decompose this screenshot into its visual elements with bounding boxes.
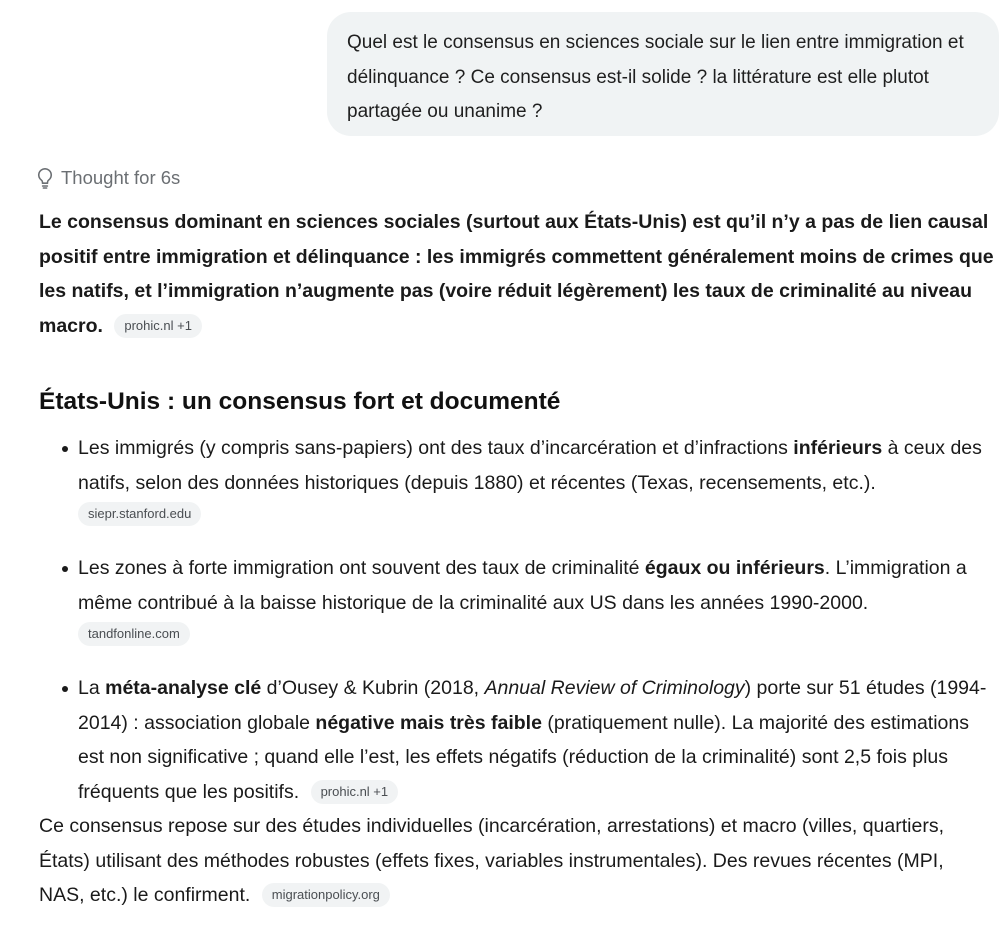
citation-row: [78, 498, 994, 530]
text-run: Les zones à forte immigration ont souvent des taux de criminalité: [78, 557, 645, 579]
bullet-text: [78, 437, 982, 494]
text-run: d’Ousey & Kubrin (2018,: [261, 677, 485, 699]
italic-text: Annual Review of Criminology: [484, 677, 745, 699]
bullet-list: [39, 431, 994, 809]
thought-toggle[interactable]: [36, 164, 180, 192]
text-run: . L’immigration a même contribué à la baisse historique de la criminalité aux US dans les années 1990-2000.: [78, 557, 967, 614]
text-run: (pratiquement nulle). La majorité des estimations est non significative ; quand elle l’est, les effets négatifs (réduction de la criminalité) sont 2,5 fois plus fréquents que les positifs.: [78, 711, 969, 803]
citation-chip[interactable]: migrationpolicy.org: [262, 883, 390, 907]
emphasis-text: méta-analyse clé: [105, 677, 262, 699]
citation-chip[interactable]: tandfonline.com: [78, 622, 190, 646]
citation-chip[interactable]: prohic.nl +1: [311, 780, 399, 804]
text-run: à ceux des natifs, selon des données historiques (depuis 1880) et récentes (Texas, recensements, etc.).: [78, 437, 982, 494]
emphasis-text: égaux ou inférieurs: [644, 557, 825, 579]
citation-chip[interactable]: prohic.nl +1: [114, 314, 202, 338]
closing-paragraph: [39, 809, 994, 913]
bullet-text: [78, 557, 967, 614]
citation-chip[interactable]: siepr.stanford.edu: [78, 502, 201, 526]
lead-paragraph: [39, 205, 994, 343]
lead-text: Le consensus dominant en sciences sociales (surtout aux États-Unis) est qu’il n’y a pas de lien causal positif entre immigration et délinquance : les immigrés commettent généralement moins de crimes que les natifs, et l’immigration n’augmente pas (voire réduit légèrement) les taux de criminalité au niveau macro.: [39, 211, 994, 337]
bullet-item: [78, 551, 994, 650]
thought-label: Thought for 6s: [61, 167, 181, 188]
user-message-text: Quel est le consensus en sciences sociale sur le lien entre immigration et délinquance ? Ce consensus est-il solide ? la littérature est elle plutot partagée ou unanime ?: [347, 32, 964, 122]
emphasis-text: négative mais très faible: [315, 711, 542, 734]
citation-row: [78, 618, 994, 650]
assistant-response: [39, 205, 994, 913]
user-message-bubble: [327, 12, 999, 136]
closing-text: Ce consensus repose sur des études individuelles (incarcération, arrestations) et macro (villes, quartiers, États) utilisant des méthodes robustes (effets fixes, variables instrumentales). Des revues récentes (MPI, NAS, etc.) le confirment.: [39, 815, 944, 906]
bullet-text: [78, 677, 986, 803]
text-run: Les immigrés (y compris sans-papiers) ont des taux d’incarcération et d’infractions: [78, 437, 794, 459]
section-heading: États-Unis : un consensus fort et documenté: [39, 388, 561, 415]
text-run: La: [78, 677, 106, 699]
bullet-item: [78, 671, 994, 809]
lightbulb-icon: [36, 167, 54, 189]
bullet-item: [78, 431, 994, 530]
emphasis-text: inférieurs: [793, 437, 883, 459]
text-run: ) porte sur 51 études (1994-2014) : association globale: [78, 677, 987, 734]
